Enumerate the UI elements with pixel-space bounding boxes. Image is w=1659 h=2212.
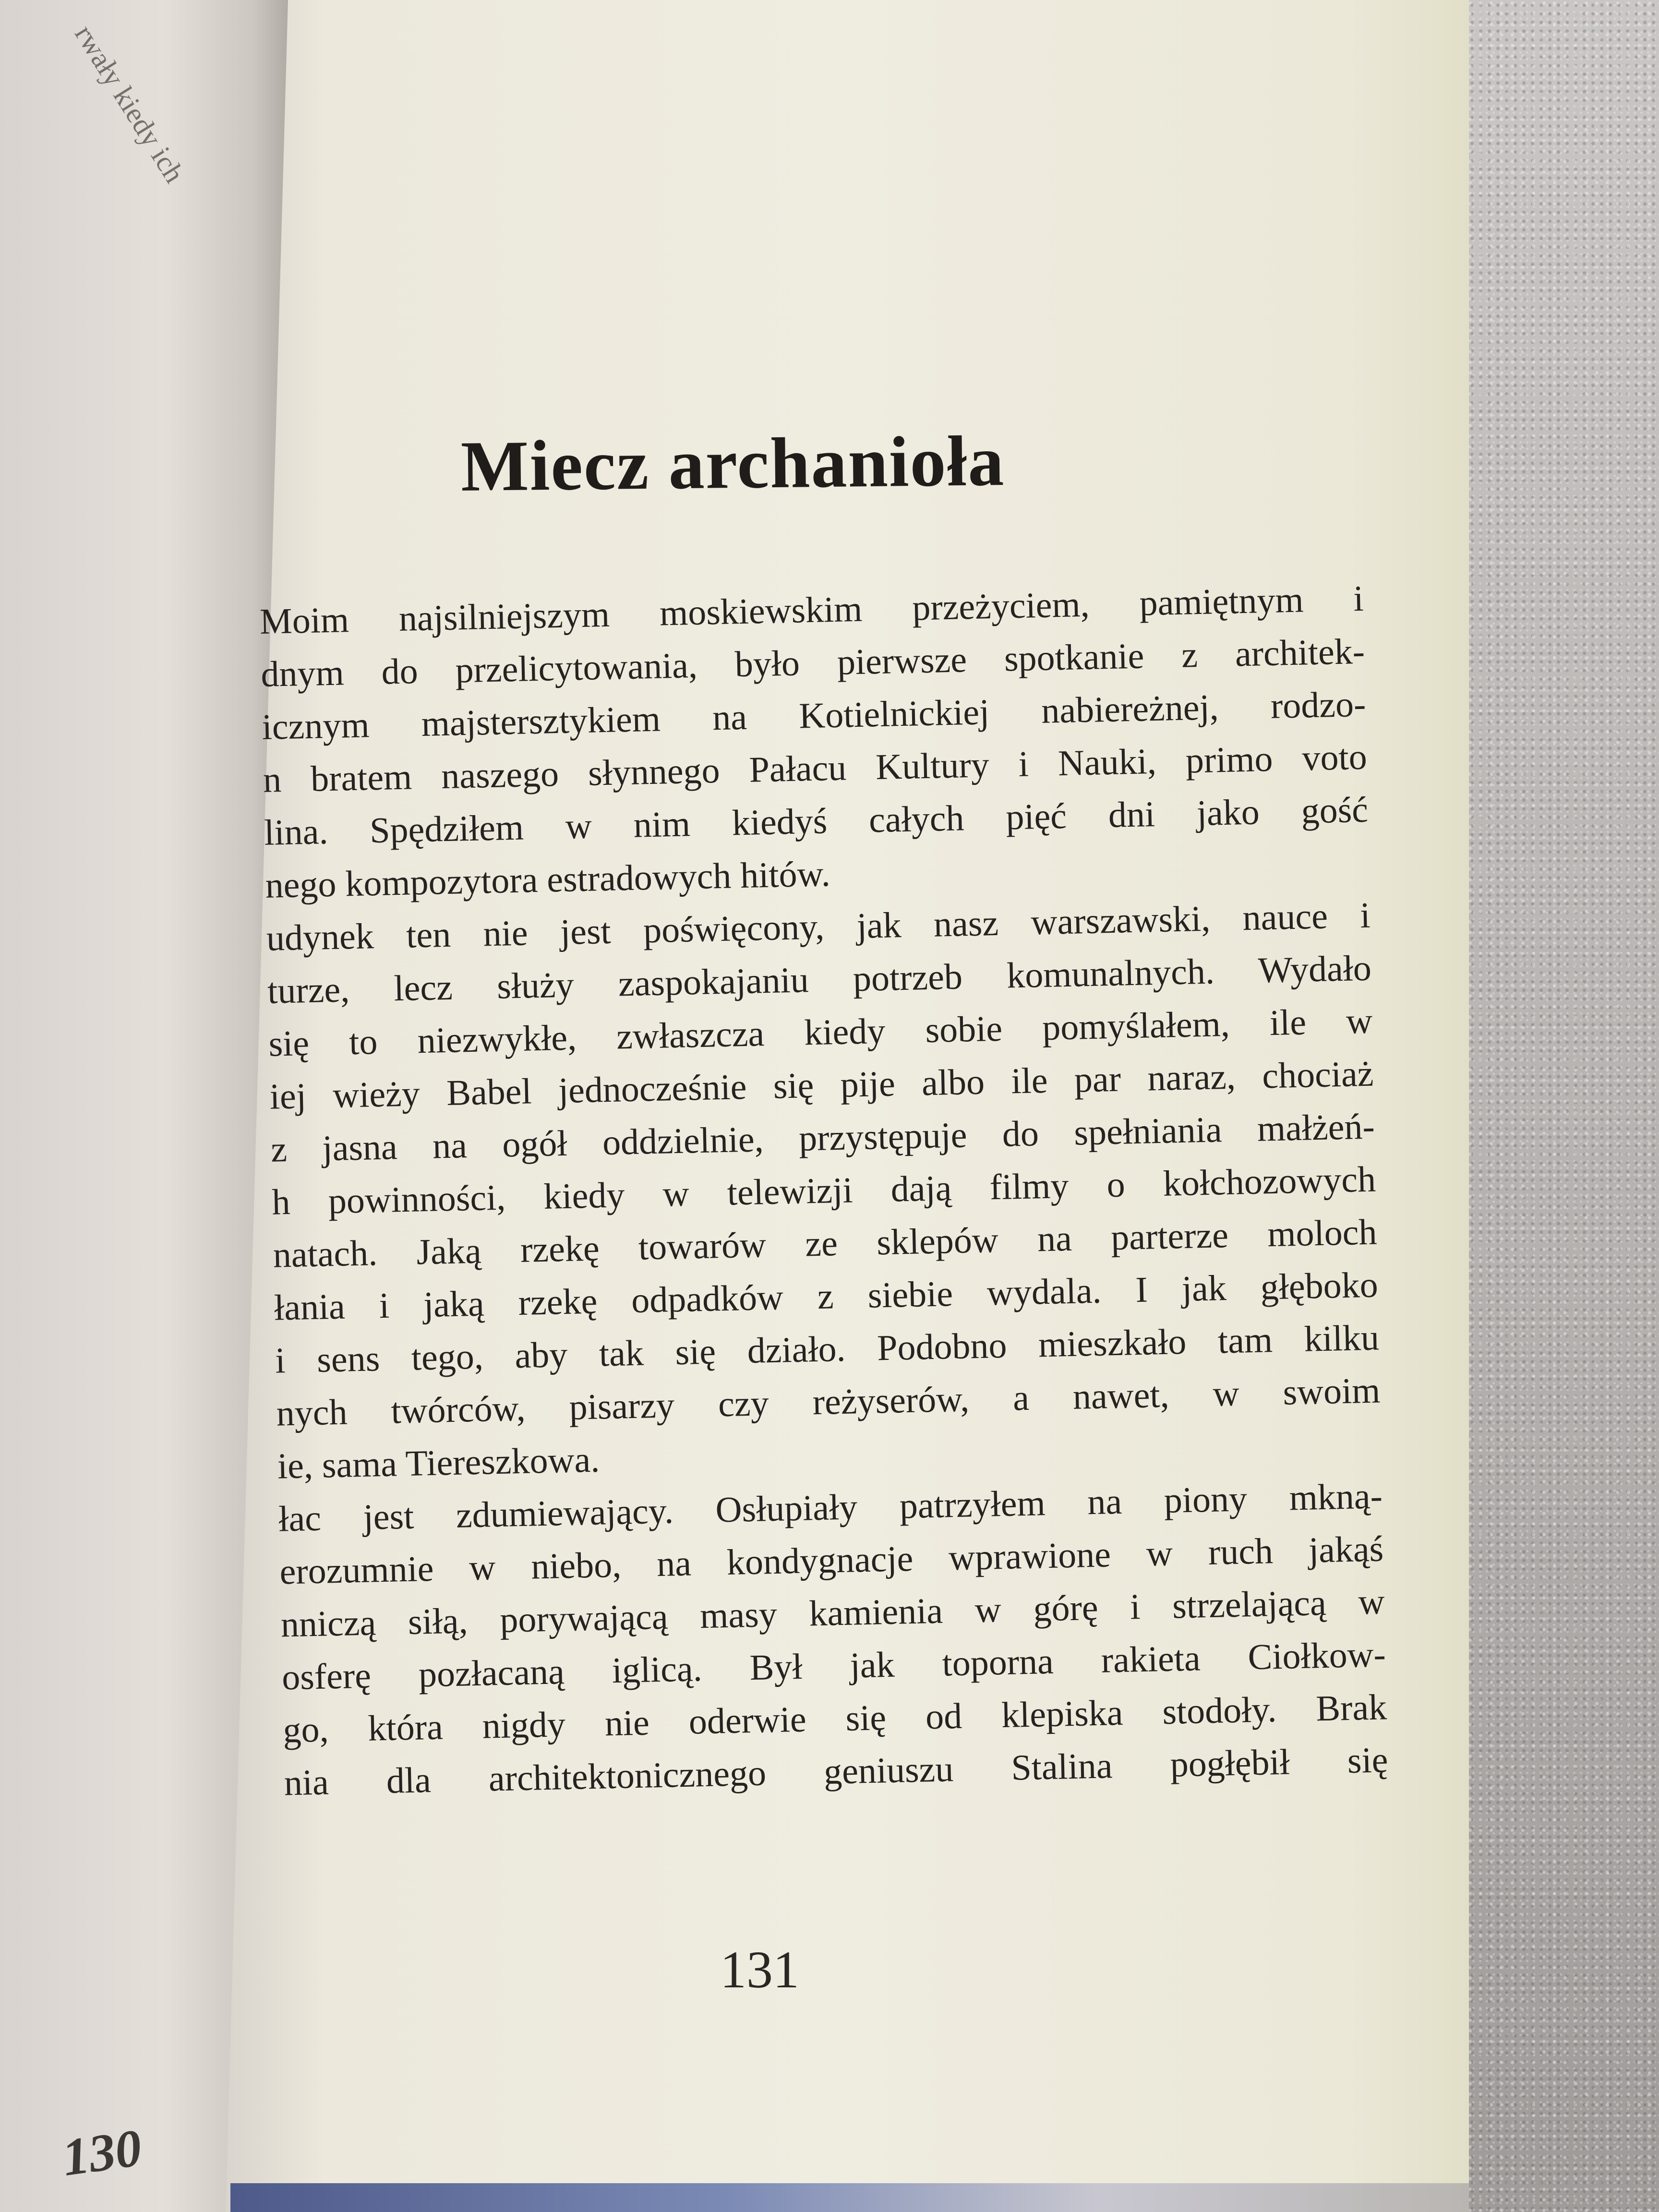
text-line: icznym majstersztykiem na Kotielnickiej nabiereżnej, rodzo- — [261, 684, 1367, 747]
text-line: nego kompozytora estradowych hitów. — [264, 854, 831, 906]
text-line: Moim najsilniejszym moskiewskim przeżyciem, pamiętnym i — [259, 578, 1364, 642]
text-line: h powinności, kiedy w telewizji dają filmy o kołchozowych — [271, 1159, 1376, 1223]
text-line: łac jest zdumiewający. Osłupiały patrzyłem na piony mkną- — [278, 1476, 1383, 1539]
text-line: udynek ten nie jest poświęcony, jak nasz warszawski, nauce i — [266, 895, 1371, 959]
left-page-number: 130 — [59, 2118, 145, 2187]
text-line: z jasna na ogół oddzielnie, przystępuje do spełniania małżeń- — [270, 1106, 1375, 1170]
text-line: nniczą siłą, porywającą masy kamienia w górę i strzelającą w — [280, 1581, 1385, 1645]
background-carpet — [1457, 0, 1659, 2212]
paragraph-1 — [259, 570, 1451, 912]
text-line: łania i jaką rzekę odpadków z siebie wydala. I jak głęboko — [274, 1264, 1379, 1328]
chapter-title: Miecz archanioła — [460, 421, 1005, 506]
text-line: go, która nigdy nie oderwie się od klepiska stodoły. Brak — [282, 1687, 1387, 1751]
text-line: lina. Spędziłem w nim kiedyś całych pięć dni jako gość — [264, 789, 1369, 853]
left-page-corner-text: rwały kiedy ich — [69, 19, 191, 189]
text-line: nia dla architektonicznego geniuszu Stalina pogłębił się — [283, 1740, 1389, 1803]
text-line: erozumnie w niebo, na kondygnacje wprawione w ruch jakąś — [279, 1528, 1384, 1592]
paragraph-2 — [266, 887, 1464, 1492]
text-line: turze, lecz służy zaspokajaniu potrzeb komunalnych. Wydało — [267, 948, 1372, 1011]
book-cover-edge — [230, 2183, 1469, 2212]
text-line: dnym do przelicytowania, było pierwsze spotkanie z architek- — [260, 631, 1365, 695]
text-line: się to niezwykłe, zwłaszcza kiedy sobie pomyślałem, ile w — [268, 1000, 1373, 1064]
text-line: nych twórców, pisarzy czy reżyserów, a nawet, w swoim — [276, 1370, 1381, 1434]
text-line: n bratem naszego słynnego Pałacu Kultury i Nauki, primo voto — [263, 736, 1368, 800]
body-text — [259, 570, 1470, 1809]
text-line: iej wieży Babel jednocześnie się pije albo ile par naraz, chociaż — [269, 1053, 1374, 1117]
text-line: natach. Jaką rzekę towarów ze sklepów na parterze moloch — [272, 1212, 1378, 1275]
paragraph-3 — [278, 1468, 1470, 1810]
page-number: 131 — [720, 1940, 799, 1999]
text-line: ie, sama Tiereszkowa. — [277, 1439, 600, 1487]
text-line: i sens tego, aby tak się działo. Podobno mieszkało tam kilku — [275, 1317, 1380, 1381]
text-line: osferę pozłacaną iglicą. Był jak toporna rakieta Ciołkow- — [281, 1634, 1386, 1698]
